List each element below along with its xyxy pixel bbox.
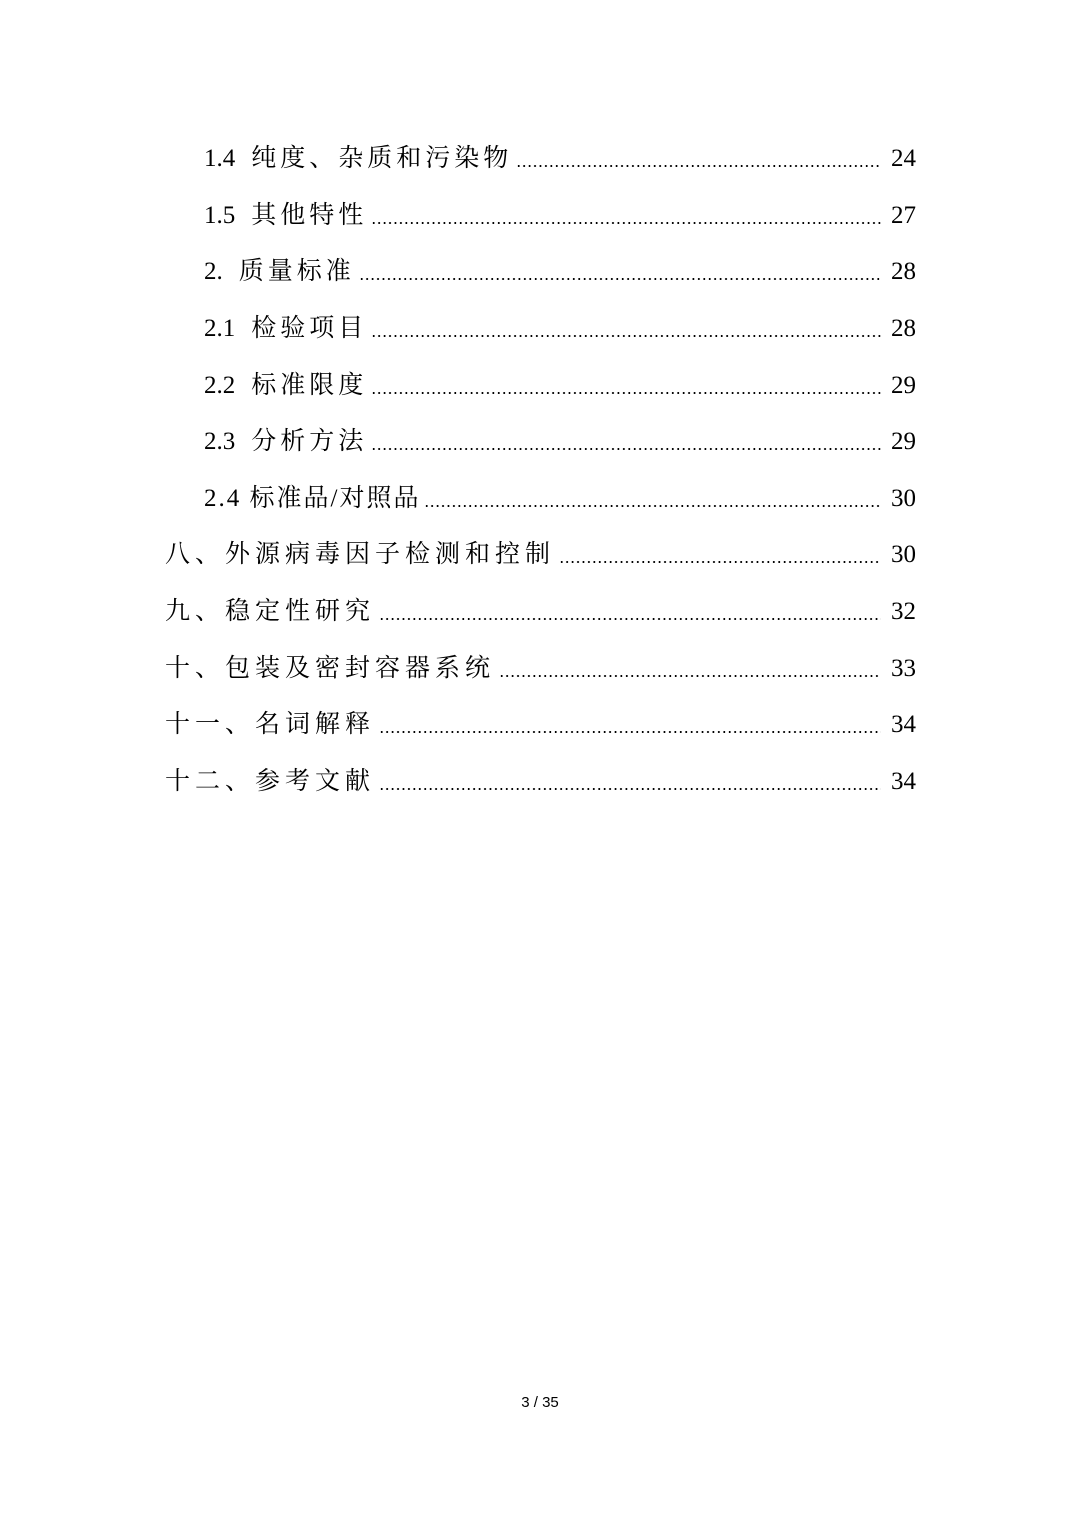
toc-entry-number: 1.5 <box>204 201 236 229</box>
toc-entry[interactable] <box>0 584 1080 641</box>
toc-entry-page: 28 <box>891 258 916 286</box>
dot-leader <box>559 561 881 563</box>
toc-entry[interactable] <box>0 471 1080 528</box>
toc-entry-page: 33 <box>891 654 916 682</box>
toc-entry[interactable] <box>0 131 1080 188</box>
dot-leader <box>371 392 881 394</box>
toc-entry-page: 34 <box>891 767 916 795</box>
dot-leader <box>379 731 881 733</box>
toc-entry-page: 24 <box>891 145 916 173</box>
toc-entry[interactable] <box>0 244 1080 301</box>
dot-leader <box>359 278 881 280</box>
toc-entry-title: 十、包装及密封容器系统 <box>165 654 496 682</box>
toc-entry-number: 2.2 <box>204 371 236 399</box>
dot-leader <box>424 505 881 507</box>
toc-entry[interactable] <box>0 697 1080 754</box>
toc-entry[interactable] <box>0 414 1080 471</box>
toc-entry-page: 34 <box>891 711 916 739</box>
dot-leader <box>371 335 881 337</box>
toc-entry[interactable] <box>0 527 1080 584</box>
toc-entry-page: 30 <box>891 541 916 569</box>
toc-entry-page: 29 <box>891 428 916 456</box>
toc-entry-title: 九、稳定性研究 <box>165 598 376 626</box>
dot-leader <box>371 448 881 450</box>
dot-leader <box>379 618 881 620</box>
toc-entry-title: 检验项目 <box>251 315 368 343</box>
toc-entry-number: 2.3 <box>204 428 236 456</box>
toc-entry-number: 2. <box>204 258 223 286</box>
toc-entry-title: 质量标准 <box>238 258 355 286</box>
toc-entry[interactable] <box>0 301 1080 358</box>
toc-entry[interactable] <box>0 640 1080 697</box>
toc-entry-page: 27 <box>891 201 916 229</box>
toc-entry-title: 纯度、杂质和污染物 <box>251 145 513 173</box>
dot-leader <box>499 675 881 677</box>
toc-entry-title: 分析方法 <box>251 428 368 456</box>
toc-entry-page: 32 <box>891 598 916 626</box>
toc-entry-page: 30 <box>891 484 916 512</box>
toc-entry-number: 2.1 <box>204 315 236 343</box>
toc-entry-page: 28 <box>891 315 916 343</box>
toc-entry-title: 标准限度 <box>251 371 368 399</box>
dot-leader <box>379 788 881 790</box>
toc-entry-page: 29 <box>891 371 916 399</box>
table-of-contents <box>0 131 1080 810</box>
toc-entry[interactable] <box>0 357 1080 414</box>
page-number-footer: 3 / 35 <box>521 1394 559 1411</box>
toc-entry-title: 2.4 标准品/对照品 <box>204 484 421 512</box>
toc-entry-number: 1.4 <box>204 145 236 173</box>
toc-entry-title: 十二、参考文献 <box>165 767 376 795</box>
toc-entry[interactable] <box>0 188 1080 245</box>
toc-entry[interactable] <box>0 754 1080 811</box>
dot-leader <box>371 222 881 224</box>
toc-entry-title: 其他特性 <box>251 201 368 229</box>
dot-leader <box>516 165 881 167</box>
toc-entry-title: 十一、名词解释 <box>165 711 376 739</box>
toc-entry-title: 八、外源病毒因子检测和控制 <box>165 541 556 569</box>
